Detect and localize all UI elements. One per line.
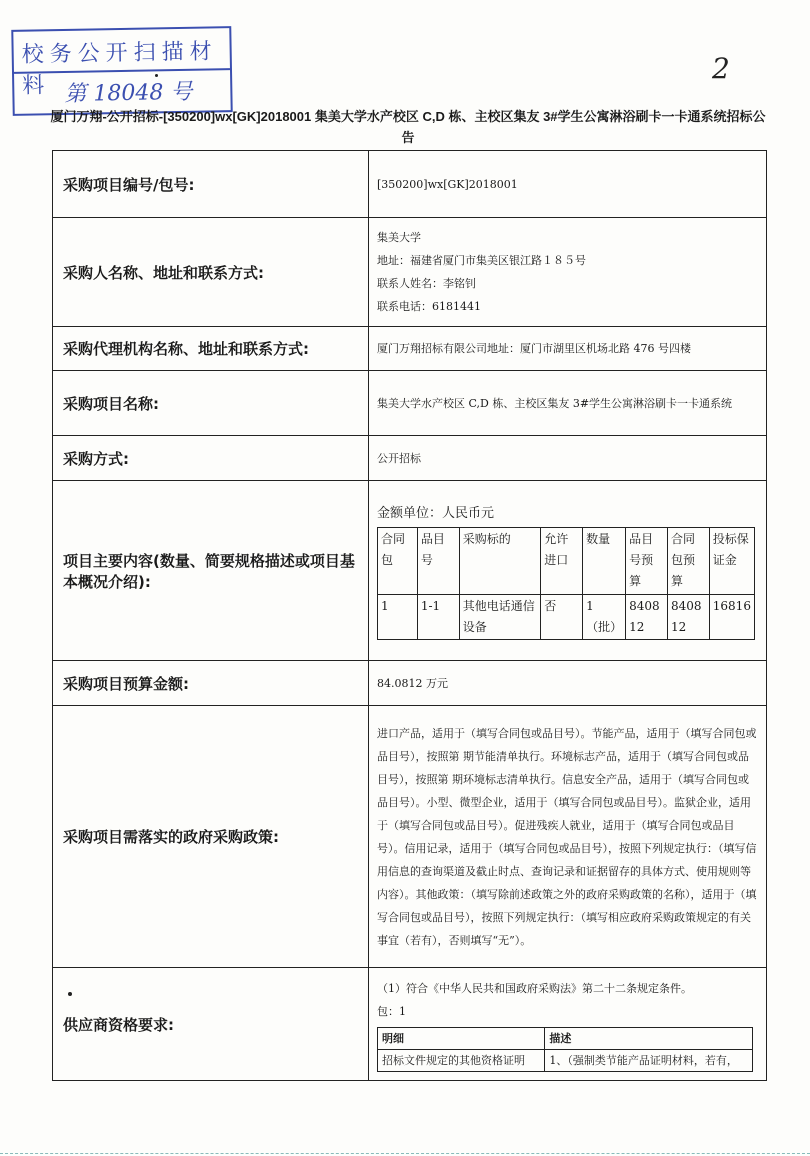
label-project-no: 采购项目编号/包号: [53, 151, 369, 218]
value-qualification [369, 968, 767, 1081]
items-cell: 16816 [709, 594, 754, 639]
items-cell: 1-1 [417, 594, 459, 639]
row-agency [53, 327, 767, 371]
items-cell: 1 [378, 594, 418, 639]
qualification-line: （1）符合《中华人民共和国政府采购法》第二十二条规定条件。 [377, 981, 692, 995]
items-data-row [378, 594, 755, 639]
label-qualification: 供应商资格要求: [53, 968, 369, 1081]
label-method: 采购方式: [53, 436, 369, 481]
items-cell: 840812 [667, 594, 709, 639]
row-content [53, 481, 767, 661]
qualification-package: 包：1 [377, 1004, 406, 1018]
document-title: 厦门万翔-公开招标-[350200]wx[GK]2018001 集美大学水产校区 C,D 栋、主校区集友 3#学生公寓淋浴刷卡一卡通系统招标公告 [50, 109, 766, 145]
currency-unit: 金额单位：人民币元 [377, 505, 495, 521]
label-policy: 采购项目需落实的政府采购政策: [53, 706, 369, 968]
label-budget: 采购项目预算金额: [53, 661, 369, 706]
value-method: 公开招标 [369, 436, 767, 481]
items-header-cell: 投标保证金 [709, 527, 754, 594]
label-content: 项目主要内容(数量、简要规格描述或项目基本概况介绍): [53, 481, 369, 661]
items-header-cell: 数量 [583, 527, 626, 594]
items-header-cell: 采购标的 [459, 527, 541, 594]
purchaser-name: 集美大学 [377, 231, 421, 244]
value-policy: 进口产品，适用于（填写合同包或品目号）。节能产品，适用于（填写合同包或品目号），按照第 期节能清单执行。环境标志产品，适用于（填写合同包或品目号），按照第 期环境标志清单执行。信息安全产品，适用于（填写合同包或品目号）。小型、微型企业，适用于（填写合同包或品目号）。监狱企业，适用于（填写合同包或品目号）。促进残疾人就业，适用于（填写合同包或品目号）。信用记录，适用于（填写合同包或品目号），按照下列规定执行：（填写信用信息的查询渠道及截止时点、查询记录和证据留存的具体方式、使用规则等内容）。其他政策：（填写除前述政策之外的政府采购政策的名称），适用于（填写合同包或品目号），按照下列规定执行：（填写相应政府采购政策规定的有关事宜（若有），否则填写“无”）。 [369, 706, 767, 968]
items-cell: 1（批） [583, 594, 626, 639]
row-method [53, 436, 767, 481]
stamp-number: 第 18048 号 [64, 79, 193, 108]
value-project-no: [350200]wx[GK]2018001 [369, 151, 767, 218]
purchaser-contact: 联系人姓名：李铭钊 [377, 277, 476, 290]
ink-dot [155, 74, 158, 77]
stamp-title: 校务公开扫描材料 [21, 39, 218, 99]
row-policy [53, 706, 767, 968]
purchaser-phone: 联系电话：6181441 [377, 300, 481, 313]
value-agency: 厦门万翔招标有限公司地址：厦门市湖里区机场北路 476 号四楼 [369, 327, 767, 371]
items-table [377, 527, 755, 640]
ink-dot [68, 992, 72, 996]
items-header-cell: 合同包预算 [667, 527, 709, 594]
row-project-name [53, 371, 767, 436]
items-header-row [378, 527, 755, 594]
archive-stamp [11, 26, 232, 116]
qualification-header-cell: 描述 [545, 1027, 753, 1049]
items-cell: 840812 [626, 594, 668, 639]
label-project-name: 采购项目名称: [53, 371, 369, 436]
qualification-data-row [378, 1049, 753, 1071]
items-cell: 其他电话通信设备 [459, 594, 541, 639]
label-agency: 采购代理机构名称、地址和联系方式: [53, 327, 369, 371]
purchaser-address: 地址：福建省厦门市集美区银江路１８５号 [377, 254, 586, 267]
value-content [369, 481, 767, 661]
scan-edge [0, 1153, 810, 1154]
value-budget: 84.0812 万元 [369, 661, 767, 706]
value-purchaser [369, 218, 767, 327]
qualification-cell: 1、（强制类节能产品证明材料，若有， [545, 1049, 753, 1071]
row-budget [53, 661, 767, 706]
qualification-header-cell: 明细 [378, 1027, 545, 1049]
items-header-cell: 品目号预算 [626, 527, 668, 594]
qualification-table [377, 1027, 753, 1072]
page-number-handwritten: 2 [712, 52, 730, 85]
row-purchaser [53, 218, 767, 327]
qualification-header-row [378, 1027, 753, 1049]
label-purchaser: 采购人名称、地址和联系方式: [53, 218, 369, 327]
announcement-table [52, 150, 767, 1081]
row-qualification [53, 968, 767, 1081]
items-header-cell: 合同包 [378, 527, 418, 594]
items-header-cell: 允许进口 [541, 527, 583, 594]
row-project-no [53, 151, 767, 218]
qualification-cell: 招标文件规定的其他资格证明 [378, 1049, 545, 1071]
value-project-name: 集美大学水产校区 C,D 栋、主校区集友 3#学生公寓淋浴刷卡一卡通系统 [369, 371, 767, 436]
items-cell: 否 [541, 594, 583, 639]
items-header-cell: 品目号 [417, 527, 459, 594]
